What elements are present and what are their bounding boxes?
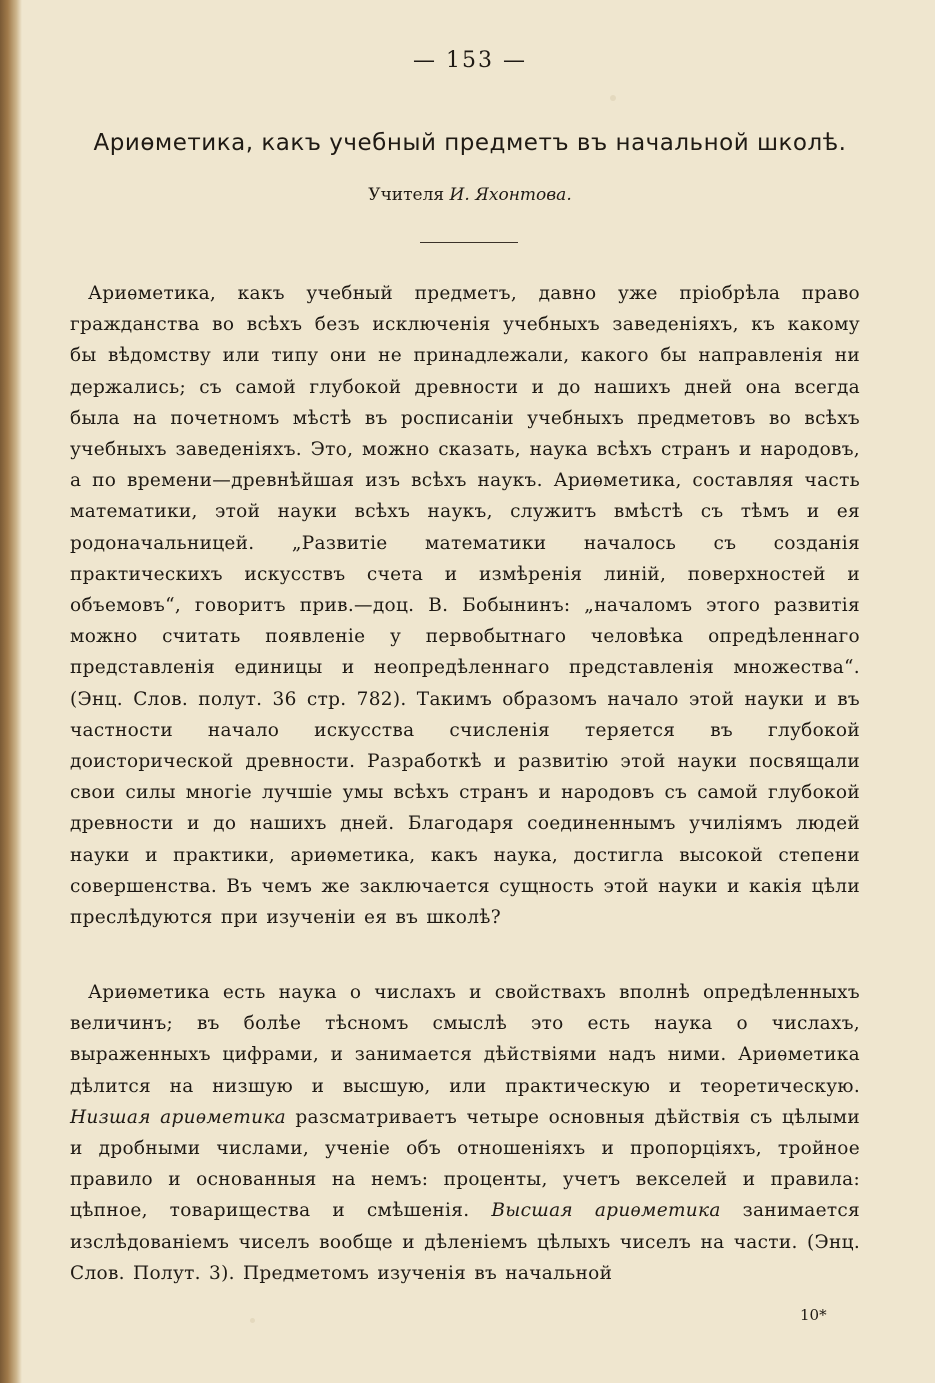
- paragraph-2: [70, 977, 860, 1289]
- signature-mark: 10*: [800, 1306, 827, 1324]
- author-line: [70, 185, 870, 205]
- paragraph-2-text: разсматриваетъ четыре основныя дѣйствія съ цѣлыми и дробными числами, ученіе объ отношеніяхъ и пропорціяхъ, тройное правило и основанныя на немъ: проценты, учетъ векселей и правила: цѣпное, товарищества и смѣшенія.: [70, 1106, 860, 1222]
- emphasis-lower-arithmetic: Низшая ариѳметика: [70, 1106, 286, 1128]
- article-title: Ариѳметика, какъ учебный предметъ въ начальной школѣ.: [93, 130, 847, 156]
- paragraph-1: Ариѳметика, какъ учебный предметъ, давно уже пріобрѣла право гражданства во всѣхъ безъ исключенія учебныхъ заведеніяхъ, къ какому бы вѣдомству или типу они не принадлежали, какого бы направленія ни держались; съ самой глубокой древности и до нашихъ дней она всегда была на почетномъ мѣстѣ въ росписаніи учебныхъ предметовъ во всѣхъ учебныхъ заведеніяхъ. Это, можно сказать, наука всѣхъ странъ и народовъ, а по времени—древнѣйшая изъ всѣхъ наукъ. Ариѳметика, составляя часть математики, этой науки всѣхъ наукъ, служитъ вмѣстѣ съ тѣмъ и ея родоначальницей. „Развитіе математики началось съ созданія практическихъ искусствъ счета и измѣренія линій, поверхностей и объемовъ“, говоритъ прив.—доц. В. Бобынинъ: „началомъ этого развитія можно считать появленіе у первобытнаго человѣка опредѣленнаго представленія единицы и неопредѣленнаго представленія множества“. (Энц. Слов. полут. 36 стр. 782). Такимъ образомъ начало этой науки и въ частности начало искусства счисленія теряется въ глубокой доисторической древности. Разработкѣ и развитію этой науки посвящали свои силы многіе лучшіе умы всѣхъ странъ и народовъ съ самой глубокой древности и до нашихъ дней. Благодаря соединеннымъ училіямъ людей науки и практики, ариѳметика, какъ наука, достигла высокой степени совершенства. Въ чемъ же заключается сущность этой науки и какія цѣли преслѣдуются при изученіи ея въ школѣ?: [70, 283, 860, 929]
- paragraph-2-text: занимается изслѣдованіемъ чиселъ вообще и дѣленіемъ цѣлыхъ чиселъ на части. (Энц. Слов. Полут. 3). Предметомъ изученія въ начальной: [70, 1200, 860, 1284]
- paragraph-2-text: Ариѳметика есть наука о числахъ и свойствахъ вполнѣ опредѣленныхъ величинъ; въ болѣе тѣсномъ смыслѣ это есть наука о числахъ, выраженныхъ цифрами, и занимается дѣйствіями надъ ними. Ариѳметика дѣлится на низшую и высшую, или практическую и теоретическую.: [70, 982, 860, 1097]
- page: [70, 0, 870, 1383]
- book-spine-shadow: [0, 0, 22, 1383]
- author-name: И. Яхонтова.: [449, 185, 572, 205]
- page-number: — 153 —: [413, 48, 527, 73]
- emphasis-higher-arithmetic: Высшая ариѳметика: [491, 1200, 721, 1222]
- author-prefix: Учителя: [368, 185, 445, 205]
- title-divider: [420, 242, 518, 243]
